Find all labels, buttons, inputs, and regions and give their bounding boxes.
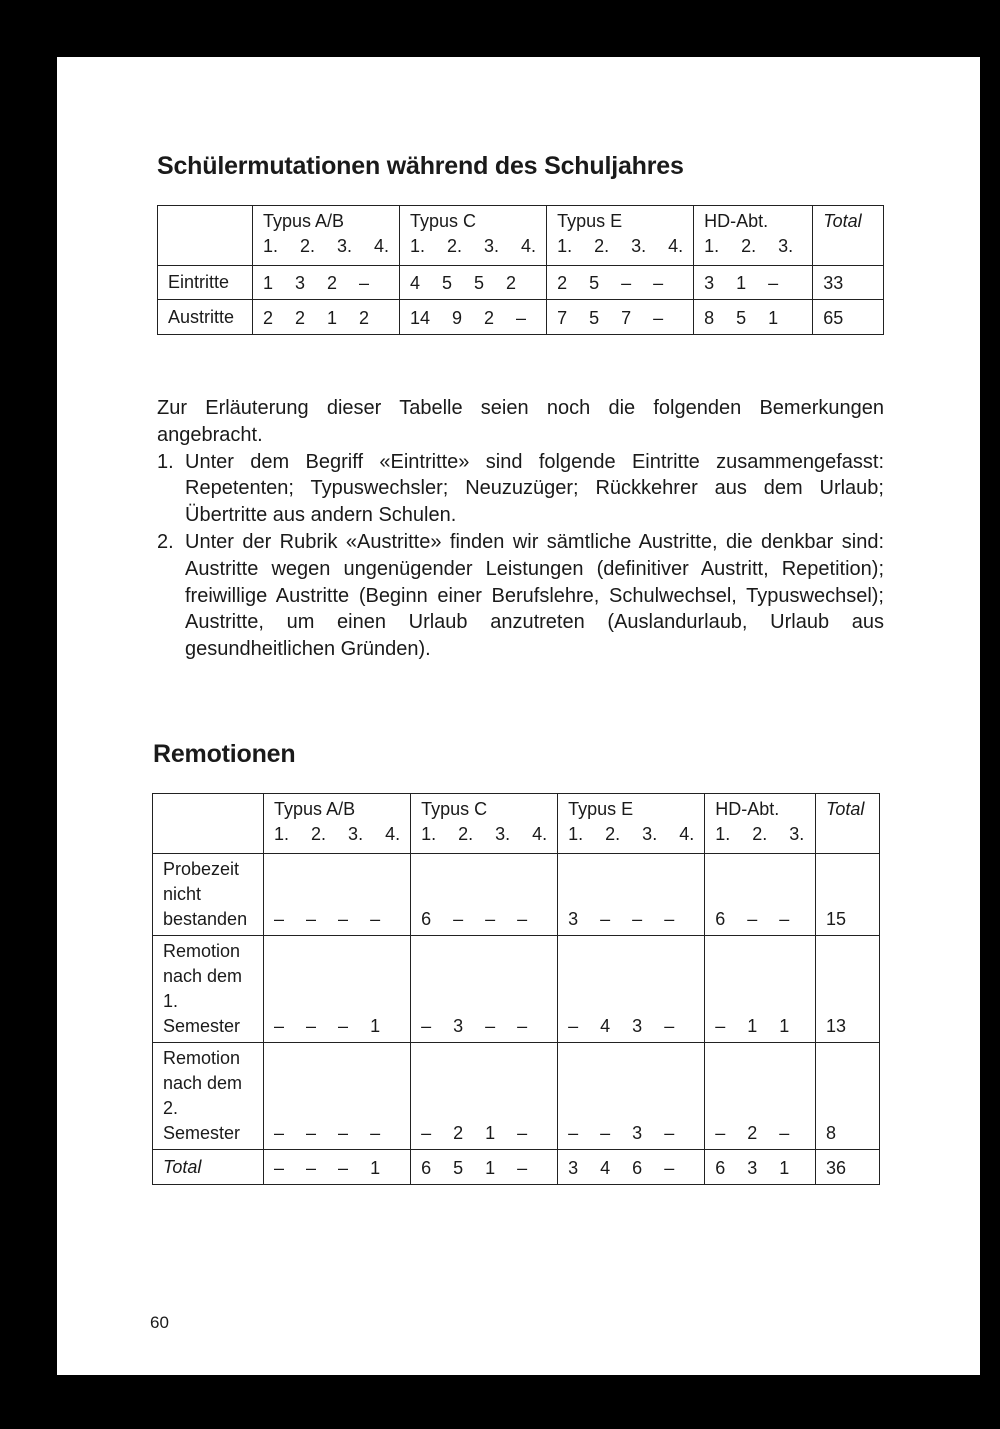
column-header-label: HD-Abt.: [715, 799, 780, 819]
header-row: [158, 206, 884, 266]
remotionen-table: [152, 793, 880, 1185]
table-cell: – – – –: [264, 854, 411, 936]
table-cell: – – – 1: [264, 1150, 411, 1185]
table-cell: 7 5 7 –: [547, 300, 694, 335]
column-header: [264, 794, 411, 854]
column-header-label: Total: [823, 211, 862, 231]
corner-cell: [153, 794, 264, 854]
row-label: Remotion nach dem 1. Semester: [153, 936, 264, 1043]
table-cell: 2 2 1 2: [252, 300, 399, 335]
table-row: [153, 1043, 880, 1150]
column-header-sub: 1. 2. 3. 4.: [274, 824, 401, 844]
table-cell: 36: [816, 1150, 880, 1185]
column-header-sub: 1. 2. 3.: [704, 236, 794, 256]
column-header: [705, 794, 816, 854]
header-row: [153, 794, 880, 854]
corner-cell: [158, 206, 253, 266]
table-cell: 4 5 5 2: [400, 266, 547, 300]
table-row: [153, 854, 880, 936]
table-cell: 6 – –: [705, 854, 816, 936]
column-header-sub: 1. 2. 3. 4.: [568, 824, 695, 844]
table-cell: 3 – – –: [558, 854, 705, 936]
row-label: Remotion nach dem 2. Semester: [153, 1043, 264, 1150]
table-cell: – 3 – –: [411, 936, 558, 1043]
column-header: [400, 206, 547, 266]
remark-text: Unter dem Begriff «Eintritte» sind folgende Eintritte zusammengefasst: Repetenten; Typuswechsler; Neuzuzüger; Rückkehrer aus dem Urlaub; Übertritte aus andern Schulen.: [185, 450, 884, 527]
table-cell: 15: [816, 854, 880, 936]
row-label: Eintritte: [158, 266, 253, 300]
section-title-mutations: Schülermutationen während des Schuljahres: [157, 152, 684, 180]
table-cell: 14 9 2 –: [400, 300, 547, 335]
table-cell: – 2 –: [705, 1043, 816, 1150]
column-header-label: Total: [826, 799, 865, 819]
table-cell: 65: [813, 300, 884, 335]
table-cell: – – 3 –: [558, 1043, 705, 1150]
column-header: [252, 206, 399, 266]
remarks-list: [157, 449, 884, 663]
column-header-label: Typus E: [568, 799, 634, 819]
table-cell: 2 5 – –: [547, 266, 694, 300]
table-cell: 8: [816, 1043, 880, 1150]
column-header: [694, 206, 813, 266]
table-cell: 6 3 1: [705, 1150, 816, 1185]
column-header: [411, 794, 558, 854]
column-header-label: Typus A/B: [262, 211, 344, 231]
column-header-sub: 1. 2. 3. 4.: [410, 236, 537, 256]
table-row: [158, 266, 884, 300]
remark-text: Unter der Rubrik «Austritte» finden wir sämtliche Austritte, die denkbar sind: Austritte wegen ungenügender Leistungen (definitiver Austritt, Repetition); freiwillige Austritte (Beginn einer Berufslehre, Schulwechsel, Typuswechsel); Austritte, um einen Urlaub anzutreten (Auslandurlaub, Urlaub aus gesundheitlichen Gründen).: [185, 530, 884, 661]
row-label: Austritte: [158, 300, 253, 335]
column-header: [813, 206, 884, 266]
row-label: Total: [153, 1150, 264, 1185]
column-header: [816, 794, 880, 854]
column-header-sub: 1. 2. 3. 4.: [557, 236, 684, 256]
remark-item: [157, 529, 884, 663]
table-cell: 3 1 –: [694, 266, 813, 300]
table-cell: – – – –: [264, 1043, 411, 1150]
table-cell: 6 5 1 –: [411, 1150, 558, 1185]
remarks-intro: Zur Erläuterung dieser Tabelle seien noch die folgenden Bemerkungen angebracht.: [157, 397, 884, 446]
table-cell: – 1 1: [705, 936, 816, 1043]
remark-number: 1.: [157, 450, 174, 473]
column-header-label: Typus E: [557, 211, 623, 231]
table-cell: – 4 3 –: [558, 936, 705, 1043]
column-header: [547, 206, 694, 266]
column-header-sub: 1. 2. 3. 4.: [421, 824, 548, 844]
table-cell: 8 5 1: [694, 300, 813, 335]
column-header-sub: 1. 2. 3. 4.: [262, 236, 389, 256]
table-cell: 3 4 6 –: [558, 1150, 705, 1185]
table-row: [158, 300, 884, 335]
table-cell: 6 – – –: [411, 854, 558, 936]
column-header-label: Typus A/B: [274, 799, 356, 819]
table-cell: 1 3 2 –: [252, 266, 399, 300]
row-label: Probezeit nicht bestanden: [153, 854, 264, 936]
remark-number: 2.: [157, 530, 174, 553]
page-number: 60: [150, 1313, 169, 1332]
table-cell: – 2 1 –: [411, 1043, 558, 1150]
column-header-label: Typus C: [421, 799, 488, 819]
table-cell: 33: [813, 266, 884, 300]
remark-item: [157, 449, 884, 529]
table-row: [153, 936, 880, 1043]
column-header-sub: 1. 2. 3.: [715, 824, 805, 844]
column-header: [558, 794, 705, 854]
table-cell: 13: [816, 936, 880, 1043]
mutations-table: [157, 205, 884, 335]
column-header-label: Typus C: [410, 211, 477, 231]
table-cell: – – – 1: [264, 936, 411, 1043]
remarks: [157, 395, 884, 663]
column-header-label: HD-Abt.: [704, 211, 769, 231]
table-row: [153, 1150, 880, 1185]
section-title-remotionen: Remotionen: [153, 740, 296, 768]
